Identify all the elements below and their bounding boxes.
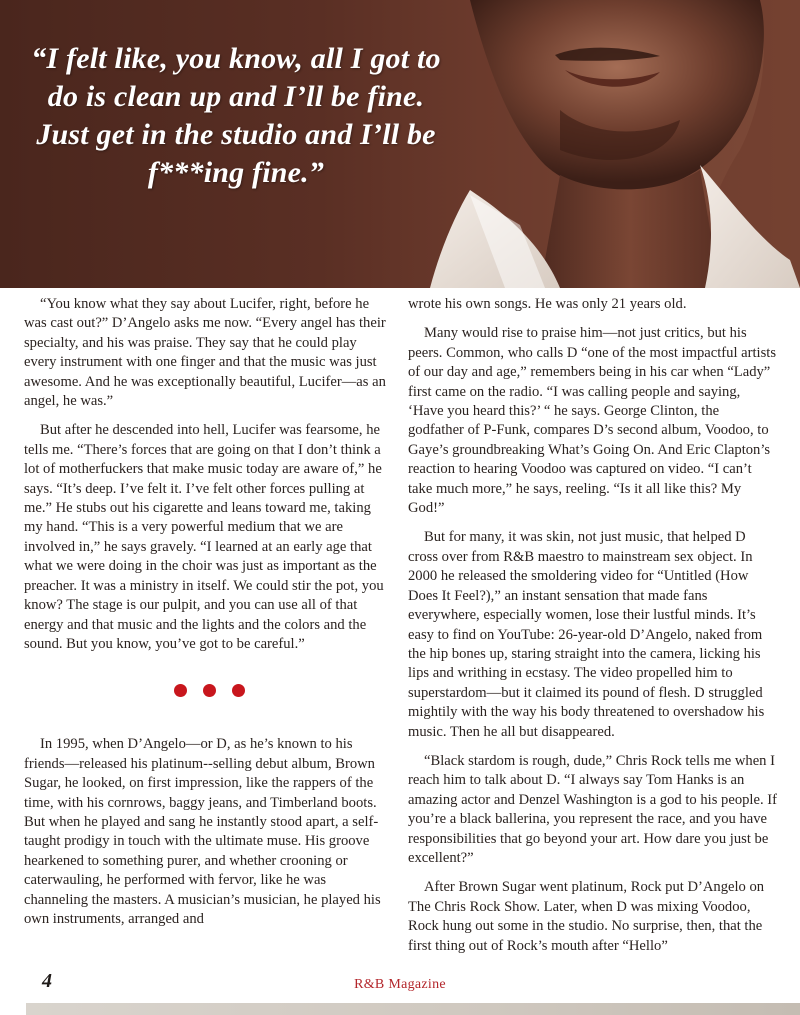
article-paragraph: After Brown Sugar went platinum, Rock put D’Angelo on The Chris Rock Show. Later, when D was mixing Voodoo, Rock hung out some in the studio. No surprise, then, that the first thing out of Rock’s mouth after “Hello” bbox=[408, 879, 765, 954]
article-paragraph-continuation: wrote his own songs. He was only 21 years old. bbox=[408, 296, 687, 312]
section-divider bbox=[24, 684, 390, 697]
article-paragraph: But for many, it was skin, not just music, that helped D cross over from R&B maestro to mainstream sex object. In 2000 he released the smoldering video for “Untitled (How Does It Feel?),” an instant sensation that made fans everywhere, especially women, lose their lustful minds. It’s easy to find on YouTube: 26-year-old D’Angelo, naked from the hip bones up, staring straight into the camera, licking his lips and writhing in ecstasy. The video propelled him to superstardom—but it claimed its pound of flesh. D struggled mightily with the way his body threatened to overshadow his music. Then he all but disappeared. bbox=[408, 529, 765, 740]
article-column-left bbox=[24, 295, 390, 939]
footer-bar bbox=[26, 1003, 800, 1015]
divider-dot-icon bbox=[174, 684, 187, 697]
divider-dot-icon bbox=[203, 684, 216, 697]
pull-quote: “I felt like, you know, all I got to do is clean up and I’ll be fine. Just get in the studio and I’ll be f***ing fine.” bbox=[31, 42, 441, 189]
page-number: 4 bbox=[42, 970, 52, 992]
article-paragraph: “Black stardom is rough, dude,” Chris Rock tells me when I reach him to talk about D. “I always say Tom Hanks is an amazing actor and Denzel Washington is a god to his people. If you’re a black ballerina, you represent the race, and you have responsibilities that go beyond your art. How dare you just be excellent?” bbox=[408, 752, 777, 866]
magazine-name: R&B Magazine bbox=[354, 977, 446, 992]
divider-dot-icon bbox=[232, 684, 245, 697]
article-paragraph: But after he descended into hell, Lucifer was fearsome, he tells me. “There’s forces that are going on that I don’t think a lot of motherfuckers that make music today are aware of,” he says. “It’s deep. I’ve felt it. I’ve felt other forces pulling at me.” He stubs out his cigarette and leans toward me, taking my hand. “This is a very powerful medium that we are involved in,” he says gravely. “I learned at an early age that what we were doing in the choir was just as important as the preacher. It was a ministry in itself. We could stir the pot, you know? The stage is our pulpit, and you can use all of that energy and that music and the lights and the colors and the sound. But you know, you’ve got to be careful.” bbox=[24, 422, 384, 652]
article-column-right bbox=[408, 295, 778, 966]
article-paragraph: In 1995, when D’Angelo—or D, as he’s known to his friends—released his platinum--selling debut album, Brown Sugar, he looked, on first impression, like the rappers of the time, with his cornrows, baggy jeans, and Timberland boots. But when he played and sang he instantly stood apart, a self-taught prodigy in touch with the ultimate muse. His groove hearkened to something purer, and whether crooning or caterwauling, he performed with fervor, like he was channeling the masters. A musician’s musician, he played his own instruments, arranged and bbox=[24, 736, 381, 927]
hero-banner bbox=[0, 0, 800, 288]
article-paragraph: Many would rise to praise him—not just critics, but his peers. Common, who calls D “one of the most impactful artists of our day and age,” remembers being in his car when “Lady” first came on the radio. “I was calling people and saying, ‘Have you heard this?’ “ he says. George Clinton, the godfather of P-Funk, compares D’s second album, Voodoo, to Gaye’s groundbreaking What’s Going On. And Eric Clapton’s reaction to hearing Voodoo was captured on video. “I can’t take much more,” he says, reeling. “Is it all like this? My God!” bbox=[408, 325, 777, 517]
article-paragraph: “You know what they say about Lucifer, right, before he was cast out?” D’Angelo asks me now. “Every angel has their specialty, and his was praise. They say that he could play every instrument with one finger and that the music was just awesome. And he was exceptionally beautiful, Lucifer—as an angel, he was.” bbox=[24, 296, 386, 410]
